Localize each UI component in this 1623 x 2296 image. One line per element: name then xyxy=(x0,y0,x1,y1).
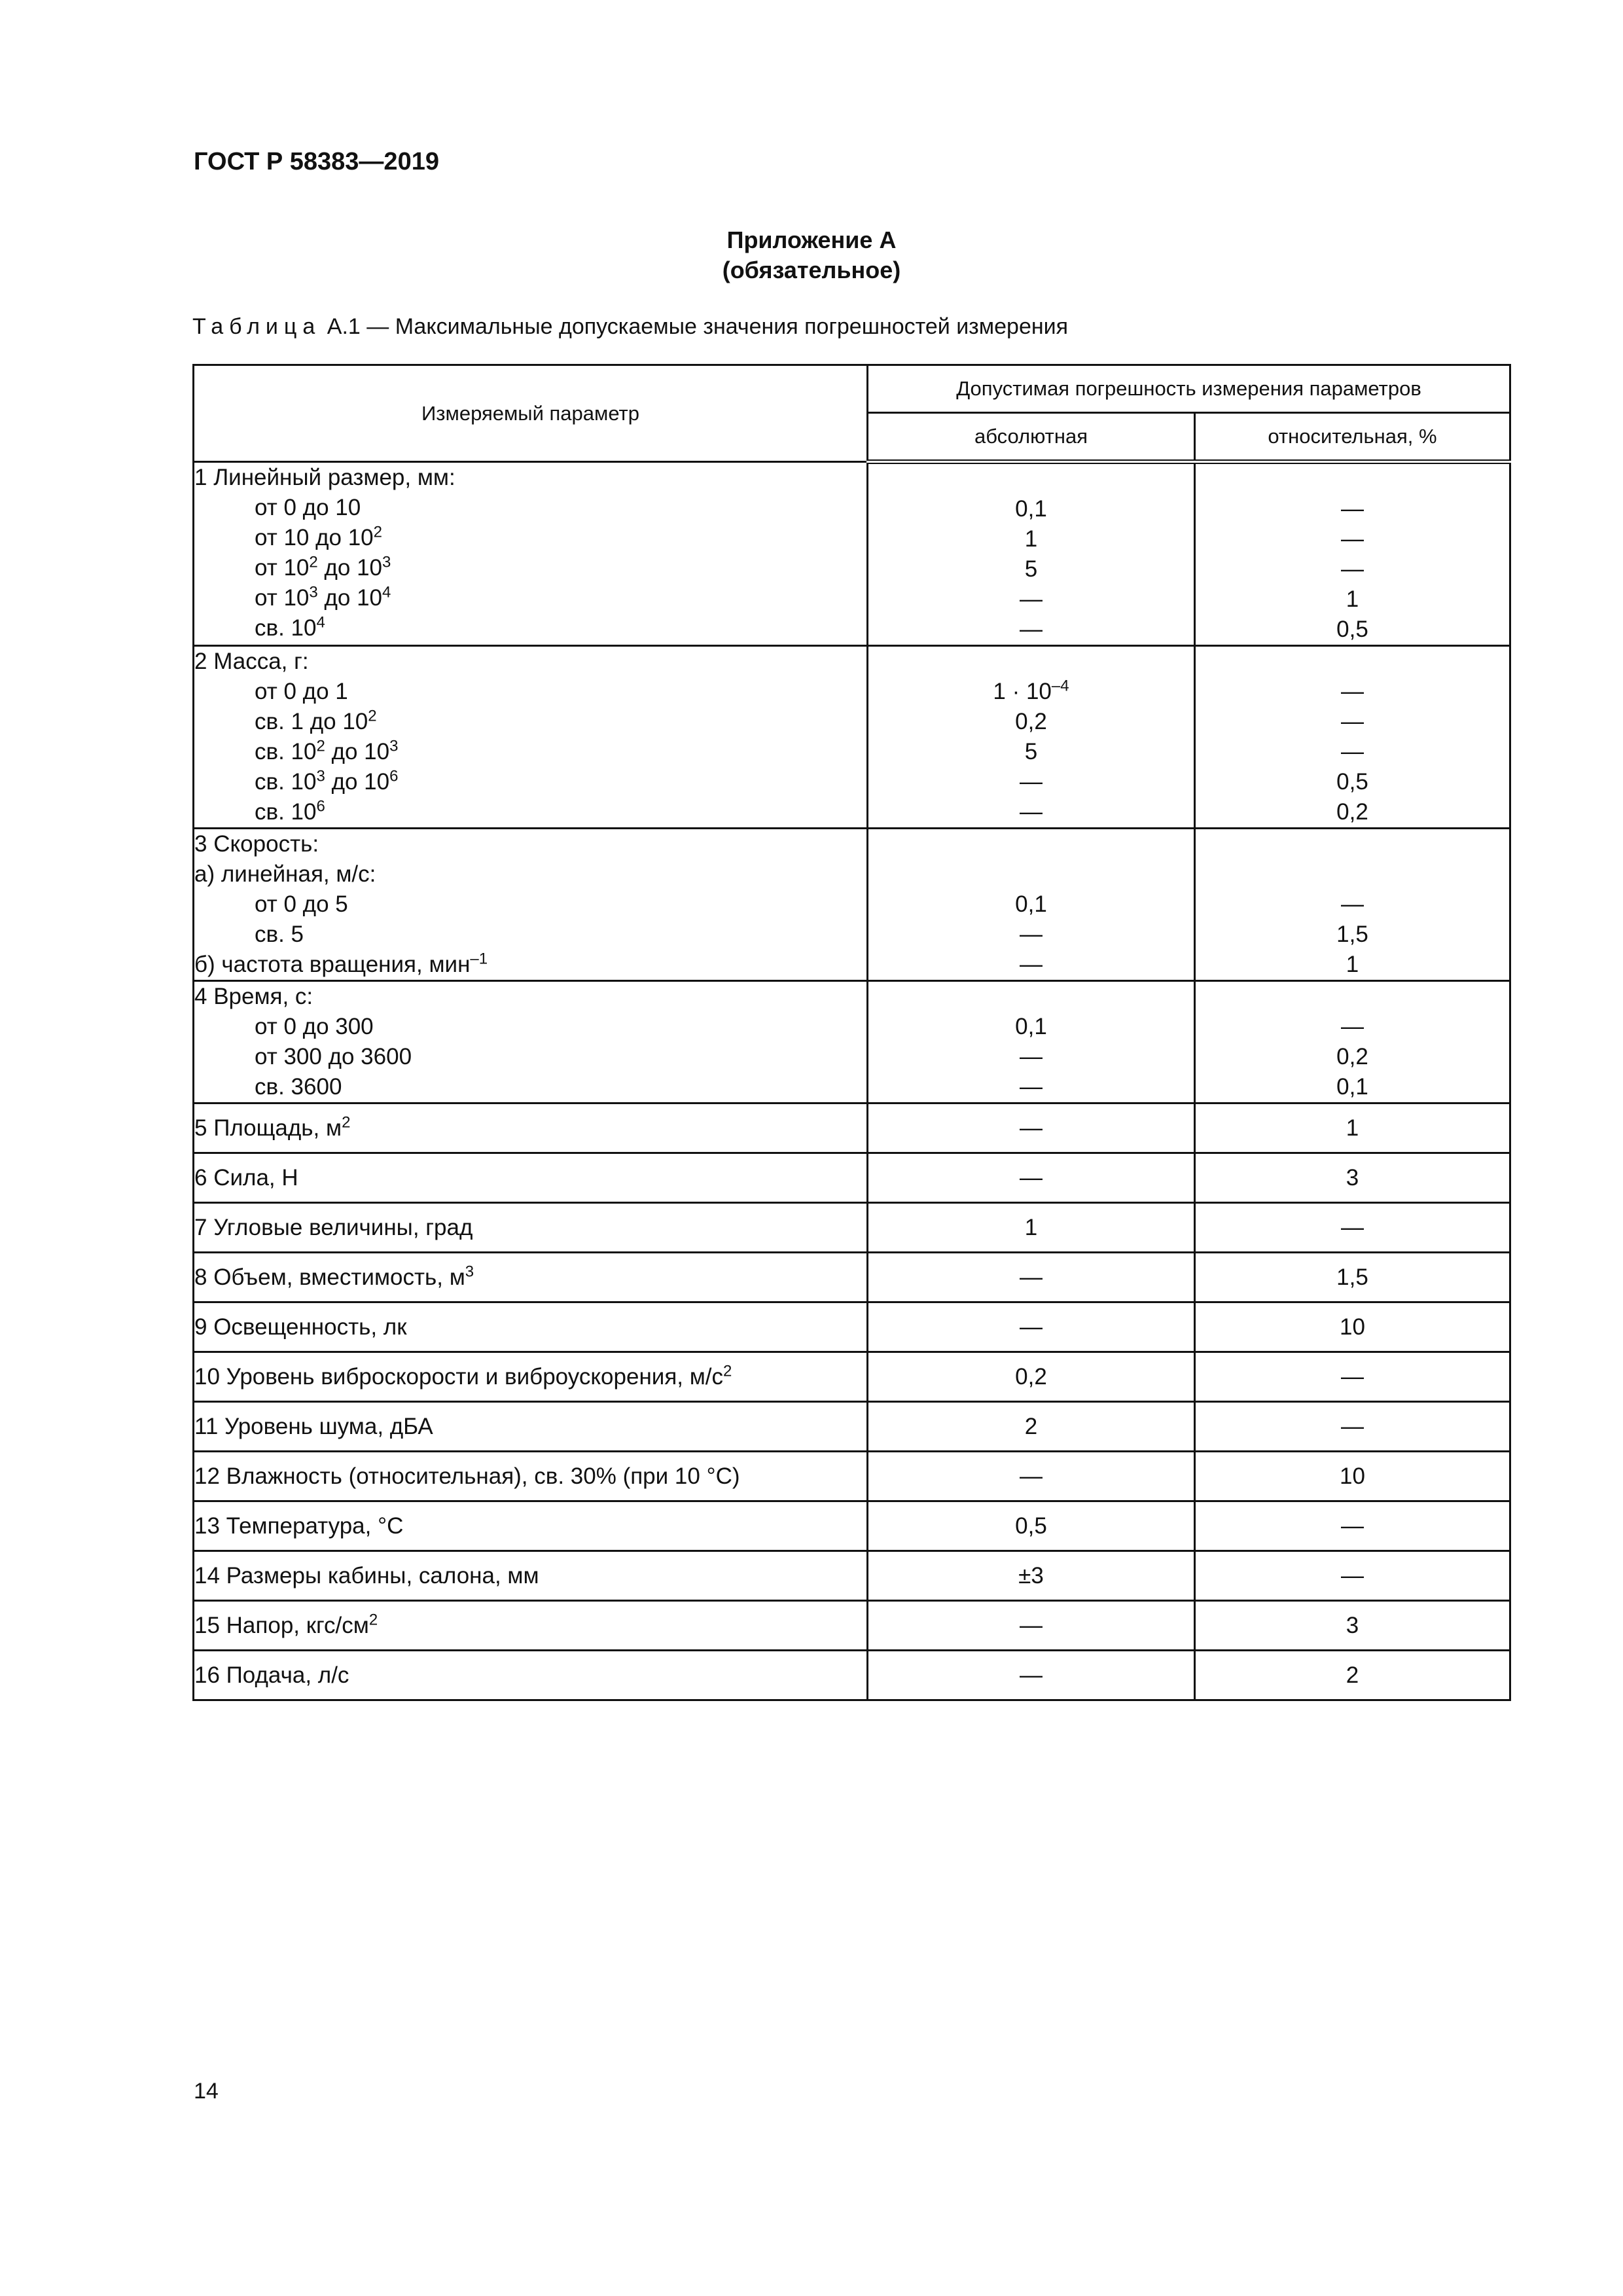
blank-line xyxy=(868,859,1194,889)
table-caption xyxy=(192,314,1068,340)
table-row xyxy=(194,1203,1510,1253)
parameter-line xyxy=(194,767,866,797)
parameter-text: до 10 xyxy=(317,585,383,611)
parameter-line xyxy=(194,613,866,643)
value-text: 2 xyxy=(1024,1414,1038,1439)
value-line xyxy=(868,737,1194,767)
value-line xyxy=(868,1042,1194,1072)
value-text: 1,5 xyxy=(1336,1265,1368,1290)
value-text: — xyxy=(1341,1364,1364,1390)
value-text: 1 xyxy=(1346,952,1359,977)
exponent: 4 xyxy=(382,583,391,601)
parameter-text: 8 Объем, вместимость, м xyxy=(194,1265,465,1290)
value-line xyxy=(1196,1072,1509,1102)
value-line xyxy=(1196,524,1509,554)
parameter-text: 14 Размеры кабины, салона, мм xyxy=(194,1563,539,1588)
parameter-text: 12 Влажность (относительная), св. 30% (при 10 °С) xyxy=(194,1463,740,1489)
value-text: 0,2 xyxy=(1336,799,1368,825)
relative-cell xyxy=(1195,1651,1510,1700)
parameter-text: от 10 xyxy=(255,585,310,611)
parameter-text: до 10 xyxy=(317,555,383,581)
table-row xyxy=(194,829,1510,981)
absolute-cell xyxy=(868,462,1195,646)
value-text: — xyxy=(1341,1014,1364,1039)
value-line xyxy=(868,1552,1194,1600)
blank-line xyxy=(868,464,1194,494)
parameter-line xyxy=(194,1104,866,1152)
exponent: 2 xyxy=(723,1362,732,1380)
value-line xyxy=(868,950,1194,980)
exponent: 2 xyxy=(368,707,377,725)
value-line xyxy=(868,524,1194,554)
absolute-cell xyxy=(868,1253,1195,1302)
parameter-cell xyxy=(194,646,868,829)
value-line xyxy=(868,677,1194,707)
exponent: 2 xyxy=(368,1611,378,1629)
value-line xyxy=(868,1104,1194,1152)
parameter-title: 1 Линейный размер, мм: xyxy=(194,465,455,490)
value-text: 1 · 10 xyxy=(993,679,1052,704)
caption-label: Таблица xyxy=(192,314,321,339)
value-text: 1,5 xyxy=(1336,922,1368,947)
relative-cell xyxy=(1195,1253,1510,1302)
parameter-text: св. 10 xyxy=(255,739,317,764)
parameter-cell xyxy=(194,981,868,1103)
value-line xyxy=(1196,767,1509,797)
parameter-line xyxy=(194,1651,866,1699)
relative-cell xyxy=(1195,981,1510,1103)
parameter-line xyxy=(194,950,866,980)
parameter-line xyxy=(194,1012,866,1042)
caption-dash: — xyxy=(366,314,389,339)
value-text: — xyxy=(1341,556,1364,582)
value-line xyxy=(1196,1012,1509,1042)
value-line xyxy=(868,1452,1194,1500)
value-text: — xyxy=(1020,1613,1043,1638)
value-line xyxy=(868,1651,1194,1699)
parameter-line xyxy=(194,1072,866,1102)
value-line xyxy=(868,920,1194,950)
value-text: — xyxy=(1341,1215,1364,1240)
value-text: 0,2 xyxy=(1336,1044,1368,1069)
relative-cell xyxy=(1195,1302,1510,1352)
table-row xyxy=(194,646,1510,829)
absolute-cell xyxy=(868,829,1195,981)
value-line xyxy=(1196,889,1509,920)
absolute-cell xyxy=(868,1551,1195,1601)
parameter-text: 7 Угловые величины, град xyxy=(194,1215,473,1240)
parameter-text: до 10 xyxy=(325,769,390,795)
exponent: 6 xyxy=(389,767,399,785)
parameter-line xyxy=(194,1303,866,1351)
exponent: 3 xyxy=(389,737,399,755)
value-text: 10 xyxy=(1340,1314,1365,1340)
value-text: 0,5 xyxy=(1336,617,1368,642)
parameter-text: от 0 до 300 xyxy=(255,1014,374,1039)
absolute-cell xyxy=(868,1501,1195,1551)
value-line xyxy=(868,1072,1194,1102)
parameter-line xyxy=(194,889,866,920)
table-row xyxy=(194,1601,1510,1651)
value-text: — xyxy=(1020,1165,1043,1191)
caption-number: А.1 xyxy=(327,314,361,339)
absolute-cell xyxy=(868,1352,1195,1402)
parameter-cell xyxy=(194,1501,868,1551)
parameter-cell xyxy=(194,1203,868,1253)
value-text: 2 xyxy=(1346,1662,1359,1688)
table-row xyxy=(194,1501,1510,1551)
parameter-text: 13 Температура, °С xyxy=(194,1513,404,1539)
parameter-text: св. 1 до 10 xyxy=(255,709,368,734)
exponent: 6 xyxy=(316,797,325,816)
parameter-cell xyxy=(194,1153,868,1203)
value-text: 0,2 xyxy=(1015,709,1047,734)
parameter-text: от 10 xyxy=(255,555,310,581)
value-text: 0,2 xyxy=(1015,1364,1047,1390)
relative-cell xyxy=(1195,1352,1510,1402)
table-row xyxy=(194,462,1510,646)
exponent: 3 xyxy=(309,583,318,601)
parameter-line xyxy=(194,1552,866,1600)
absolute-cell xyxy=(868,1651,1195,1700)
parameter-line xyxy=(194,1452,866,1500)
exponent: 3 xyxy=(316,767,325,785)
parameter-line xyxy=(194,1253,866,1301)
value-line xyxy=(868,1012,1194,1042)
value-line xyxy=(1196,494,1509,524)
value-text: — xyxy=(1020,799,1043,825)
value-text: 0,5 xyxy=(1336,769,1368,795)
value-text: — xyxy=(1020,1314,1043,1340)
value-line xyxy=(1196,1204,1509,1251)
exponent: 4 xyxy=(316,613,325,632)
value-text: 3 xyxy=(1346,1613,1359,1638)
parameter-line xyxy=(194,1042,866,1072)
table-row xyxy=(194,1452,1510,1501)
value-line xyxy=(868,584,1194,615)
parameter-title: 4 Время, с: xyxy=(194,984,313,1009)
parameter-cell xyxy=(194,462,868,646)
parameter-text: от 300 до 3600 xyxy=(255,1044,412,1069)
value-line xyxy=(1196,1651,1509,1699)
parameter-text: св. 10 xyxy=(255,799,317,825)
value-line xyxy=(868,554,1194,584)
parameter-text: св. 5 xyxy=(255,922,304,947)
parameter-line xyxy=(194,737,866,767)
parameter-cell xyxy=(194,1452,868,1501)
exponent: 2 xyxy=(342,1113,351,1132)
table-row xyxy=(194,1153,1510,1203)
exponent: 2 xyxy=(373,523,383,541)
relative-cell xyxy=(1195,1402,1510,1452)
parameter-line xyxy=(194,1204,866,1251)
parameter-line xyxy=(194,1154,866,1202)
value-text: — xyxy=(1341,1414,1364,1439)
relative-cell xyxy=(1195,1103,1510,1153)
value-text: 0,1 xyxy=(1015,496,1047,522)
blank-line xyxy=(868,982,1194,1012)
value-line xyxy=(1196,1253,1509,1301)
value-text: 1 xyxy=(1024,1215,1038,1240)
annex-heading xyxy=(0,225,1623,285)
value-line xyxy=(868,889,1194,920)
value-line xyxy=(868,797,1194,827)
page-number: 14 xyxy=(194,2079,219,2104)
value-text: 5 xyxy=(1024,556,1038,582)
value-line xyxy=(1196,1452,1509,1500)
blank-line xyxy=(1196,859,1509,889)
parameter-cell xyxy=(194,1352,868,1402)
relative-cell xyxy=(1195,1452,1510,1501)
value-line xyxy=(1196,797,1509,827)
exponent: –4 xyxy=(1051,677,1069,695)
blank-line xyxy=(1196,647,1509,677)
value-text: 3 xyxy=(1346,1165,1359,1191)
table-row xyxy=(194,1402,1510,1452)
parameter-line xyxy=(194,1602,866,1649)
parameter-line xyxy=(194,493,866,523)
value-text: 5 xyxy=(1024,739,1038,764)
parameter-line xyxy=(194,583,866,613)
parameter-line xyxy=(194,1353,866,1401)
value-text: — xyxy=(1020,617,1043,642)
parameter-text: от 0 до 10 xyxy=(255,495,361,520)
parameter-line xyxy=(194,553,866,583)
relative-cell xyxy=(1195,1551,1510,1601)
exponent: –1 xyxy=(470,950,488,968)
header-param: Измеряемый параметр xyxy=(194,365,868,462)
parameter-cell xyxy=(194,1551,868,1601)
annex-type: (обязательное) xyxy=(722,257,901,283)
value-text: 0,5 xyxy=(1015,1513,1047,1539)
parameter-text: от 0 до 1 xyxy=(255,679,348,704)
annex-title: Приложение А xyxy=(726,226,897,253)
caption-text: Максимальные допускаемые значения погрешностей измерения xyxy=(395,314,1069,339)
parameter-text: 11 Уровень шума, дБА xyxy=(194,1414,433,1439)
value-line xyxy=(1196,1042,1509,1072)
absolute-cell xyxy=(868,1153,1195,1203)
parameter-cell xyxy=(194,1402,868,1452)
exponent: 3 xyxy=(465,1263,474,1281)
parameter-text: св. 3600 xyxy=(255,1074,342,1100)
value-line xyxy=(1196,584,1509,615)
value-line xyxy=(868,1253,1194,1301)
value-line xyxy=(1196,950,1509,980)
blank-line xyxy=(1196,464,1509,494)
relative-cell xyxy=(1195,829,1510,981)
value-text: — xyxy=(1341,526,1364,552)
absolute-cell xyxy=(868,1402,1195,1452)
absolute-cell xyxy=(868,1302,1195,1352)
table-row xyxy=(194,1551,1510,1601)
value-line xyxy=(868,1154,1194,1202)
parameter-text: от 0 до 5 xyxy=(255,891,348,917)
value-text: 0,1 xyxy=(1015,1014,1047,1039)
parameter-text: 16 Подача, л/с xyxy=(194,1662,349,1688)
parameter-text: 9 Освещенность, лк xyxy=(194,1314,407,1340)
parameter-line xyxy=(194,1502,866,1550)
value-line xyxy=(1196,920,1509,950)
blank-line xyxy=(1196,982,1509,1012)
exponent: 2 xyxy=(316,737,325,755)
relative-cell xyxy=(1195,462,1510,646)
relative-cell xyxy=(1195,646,1510,829)
value-text: — xyxy=(1020,586,1043,612)
parameter-line xyxy=(194,920,866,950)
value-text: 1 xyxy=(1346,586,1359,612)
value-text: — xyxy=(1020,1044,1043,1069)
value-line xyxy=(1196,737,1509,767)
value-text: 10 xyxy=(1340,1463,1365,1489)
header-group: Допустимая погрешность измерения параметров xyxy=(868,365,1510,413)
table-row xyxy=(194,1103,1510,1153)
value-text: — xyxy=(1020,922,1043,947)
parameter-line xyxy=(194,677,866,707)
relative-cell xyxy=(1195,1203,1510,1253)
value-line xyxy=(868,1303,1194,1351)
blank-line xyxy=(1196,829,1509,859)
absolute-cell xyxy=(868,1601,1195,1651)
value-text: — xyxy=(1341,891,1364,917)
value-line xyxy=(1196,1602,1509,1649)
parameter-text: 5 Площадь, м xyxy=(194,1115,342,1141)
value-text: — xyxy=(1020,1074,1043,1100)
parameter-line xyxy=(194,1403,866,1450)
value-text: — xyxy=(1341,496,1364,522)
parameter-text: св. 10 xyxy=(255,769,317,795)
table-row xyxy=(194,1302,1510,1352)
value-text: — xyxy=(1341,739,1364,764)
relative-cell xyxy=(1195,1601,1510,1651)
value-text: — xyxy=(1020,1463,1043,1489)
relative-cell xyxy=(1195,1501,1510,1551)
value-line xyxy=(1196,1552,1509,1600)
value-text: — xyxy=(1020,1662,1043,1688)
parameter-text: до 10 xyxy=(325,739,390,764)
value-line xyxy=(868,1204,1194,1251)
table-row xyxy=(194,1352,1510,1402)
parameter-text: 6 Сила, Н xyxy=(194,1165,298,1191)
value-line xyxy=(1196,1104,1509,1152)
value-line xyxy=(868,615,1194,645)
parameter-line xyxy=(194,797,866,827)
exponent: 2 xyxy=(309,553,318,571)
parameter-title: 3 Скорость: xyxy=(194,831,319,857)
value-text: — xyxy=(1020,1265,1043,1290)
value-text: — xyxy=(1341,709,1364,734)
value-text: 0,1 xyxy=(1015,891,1047,917)
value-line xyxy=(1196,1154,1509,1202)
value-line xyxy=(1196,1403,1509,1450)
value-text: 1 xyxy=(1346,1115,1359,1141)
blank-line xyxy=(868,647,1194,677)
value-text: ±3 xyxy=(1018,1563,1044,1588)
value-line xyxy=(1196,1502,1509,1550)
value-text: — xyxy=(1341,1513,1364,1539)
value-line xyxy=(868,1353,1194,1401)
value-line xyxy=(868,1602,1194,1649)
absolute-cell xyxy=(868,646,1195,829)
value-line xyxy=(868,1403,1194,1450)
value-text: — xyxy=(1341,1563,1364,1588)
parameter-cell xyxy=(194,829,868,981)
value-text: — xyxy=(1020,952,1043,977)
value-line xyxy=(1196,707,1509,737)
value-line xyxy=(1196,1303,1509,1351)
parameter-subtitle: а) линейная, м/с: xyxy=(194,861,376,887)
value-line xyxy=(1196,615,1509,645)
parameter-cell xyxy=(194,1253,868,1302)
parameter-text: 10 Уровень виброскорости и виброускорения, м/с xyxy=(194,1364,724,1390)
blank-line xyxy=(868,829,1194,859)
parameter-line xyxy=(194,707,866,737)
parameter-text: б) частота вращения, мин xyxy=(194,952,471,977)
parameter-title: 2 Масса, г: xyxy=(194,649,309,674)
value-text: 1 xyxy=(1024,526,1038,552)
parameter-cell xyxy=(194,1302,868,1352)
value-line xyxy=(1196,677,1509,707)
value-text: — xyxy=(1341,679,1364,704)
error-limits-table xyxy=(192,364,1511,1701)
relative-cell xyxy=(1195,1153,1510,1203)
header-absolute: абсолютная xyxy=(868,413,1195,462)
absolute-cell xyxy=(868,981,1195,1103)
value-line xyxy=(868,494,1194,524)
parameter-line xyxy=(194,523,866,553)
value-text: 0,1 xyxy=(1336,1074,1368,1100)
parameter-text: 15 Напор, кгс/см xyxy=(194,1613,369,1638)
exponent: 3 xyxy=(382,553,391,571)
absolute-cell xyxy=(868,1203,1195,1253)
value-text: — xyxy=(1020,769,1043,795)
table-row xyxy=(194,1651,1510,1700)
value-line xyxy=(1196,1353,1509,1401)
table-row xyxy=(194,1253,1510,1302)
parameter-cell xyxy=(194,1601,868,1651)
value-line xyxy=(868,1502,1194,1550)
absolute-cell xyxy=(868,1103,1195,1153)
parameter-text: от 10 до 10 xyxy=(255,525,374,550)
document-code: ГОСТ Р 58383—2019 xyxy=(194,148,439,175)
parameter-cell xyxy=(194,1103,868,1153)
parameter-cell xyxy=(194,1651,868,1700)
value-text: — xyxy=(1020,1115,1043,1141)
header-relative: относительная, % xyxy=(1195,413,1510,462)
value-line xyxy=(868,767,1194,797)
table-row xyxy=(194,981,1510,1103)
absolute-cell xyxy=(868,1452,1195,1501)
value-line xyxy=(1196,554,1509,584)
value-line xyxy=(868,707,1194,737)
parameter-text: св. 10 xyxy=(255,615,317,641)
